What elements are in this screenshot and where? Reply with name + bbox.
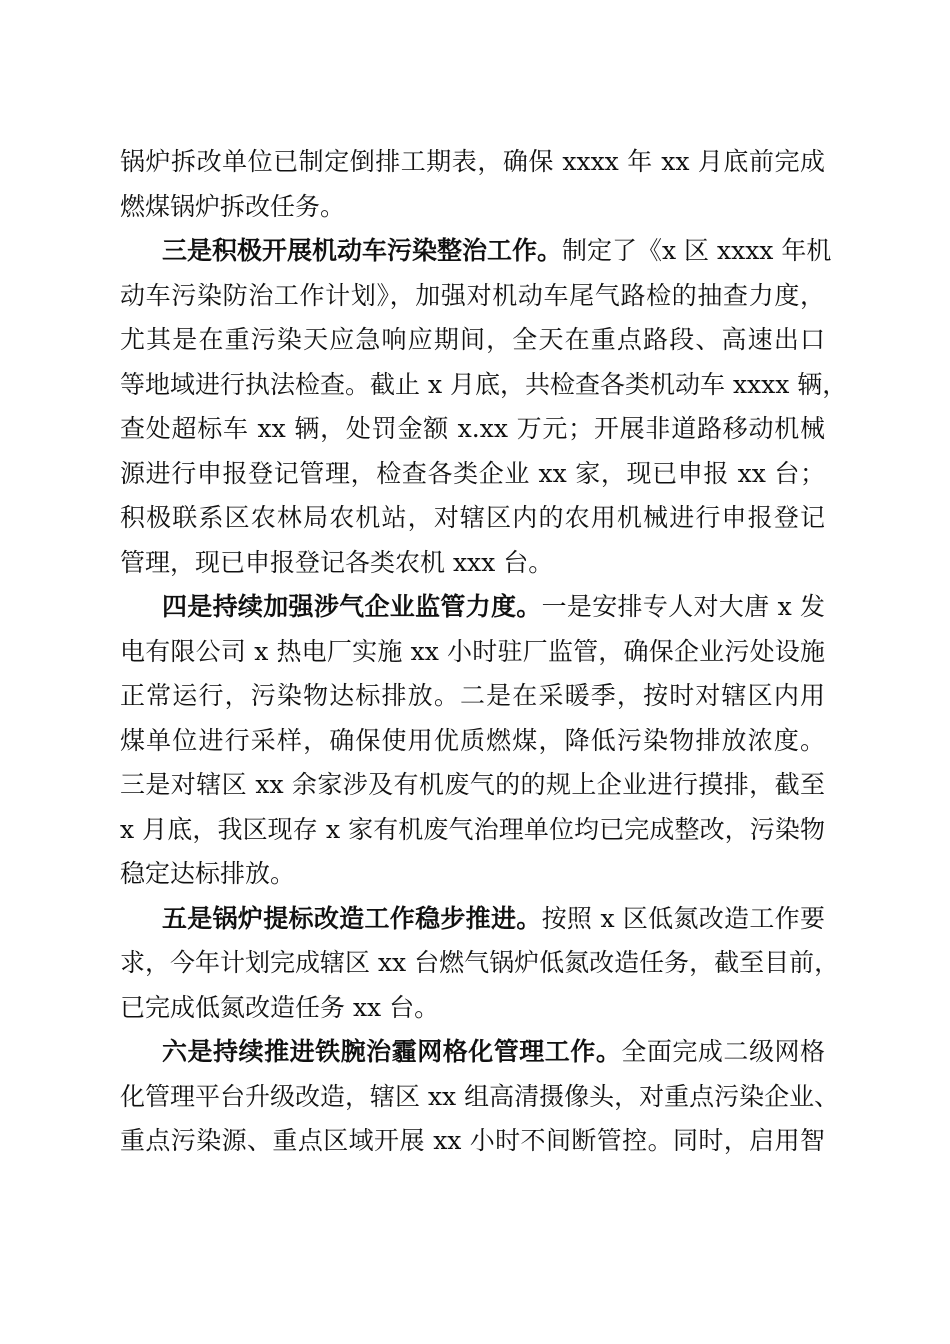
line-text: 煤单位进行采样，确保使用优质燃煤，降低污染物排放浓度。: [120, 725, 825, 755]
line-text: 电有限公司 x 热电厂实施 xx 小时驻厂监管，确保企业污处设施: [120, 636, 825, 666]
line-text: 全面完成二级网格: [621, 1037, 825, 1066]
text-line: [120, 770, 825, 800]
line-text: 积极联系区农林局农机站，对辖区内的农用机械进行申报登记: [120, 503, 825, 532]
text-line: [120, 281, 825, 311]
line-text: 燃煤锅炉拆改任务。: [120, 191, 346, 221]
line-text: 正常运行，污染物达标排放。二是在采暖季，按时对辖区内用: [120, 681, 825, 710]
text-line: [120, 548, 825, 578]
line-text: 动车污染防治工作计划》，加强对机动车尾气路检的抽查力度，: [120, 280, 825, 310]
text-line: [162, 592, 825, 622]
line-text: 化管理平台升级改造，辖区 xx 组高清摄像头，对重点污染企业、: [120, 1081, 840, 1111]
text-line: [120, 1126, 825, 1156]
line-text: 管理，现已申报登记各类农机 xxx 台。: [120, 547, 554, 577]
paragraph-heading: 四是持续加强涉气企业监管力度。: [162, 592, 542, 621]
paragraph-heading: 六是持续推进铁腕治霾网格化管理工作。: [162, 1037, 622, 1066]
text-line: [120, 369, 848, 400]
text-line: [120, 726, 825, 756]
text-line: [120, 993, 825, 1023]
line-text: 按照 x 区低氮改造工作要: [541, 903, 825, 933]
text-line: [162, 236, 832, 266]
line-text: 重点污染源、重点区域开展 xx 小时不间断管控。同时，启用智: [120, 1126, 825, 1155]
text-line: [162, 1037, 825, 1067]
line-text: 三是对辖区 xx 余家涉及有机废气的的规上企业进行摸排，截至: [120, 770, 825, 799]
paragraph-heading: 五是锅炉提标改造工作稳步推进。: [162, 903, 542, 933]
paragraph-heading: 三是积极开展机动车污染整治工作。: [162, 236, 563, 265]
line-text: 尤其是在重污染天应急响应期间，全天在重点路段、高速出口: [120, 325, 825, 354]
text-line: [162, 904, 825, 934]
line-text: 等地域进行执法检查。截止 x 月底，共检查各类机动车 xxxx 辆，: [120, 369, 848, 399]
line-text: x 月底，我区现存 x 家有机废气治理单位均已完成整改，污染物: [120, 814, 825, 844]
line-text: 一是安排专人对大唐 x 发: [541, 592, 825, 621]
line-text: 稳定达标排放。: [120, 859, 296, 888]
text-line: [120, 859, 825, 889]
text-line: [120, 325, 825, 355]
line-text: 制定了《x 区 xxxx 年机: [562, 236, 832, 265]
text-line: [120, 503, 825, 533]
text-line: [120, 637, 825, 667]
text-line: [120, 948, 840, 978]
text-line: [120, 147, 825, 177]
line-text: 源进行申报登记管理，检查各类企业 xx 家，现已申报 xx 台；: [120, 458, 825, 488]
text-line: [120, 815, 825, 845]
text-line: [120, 192, 825, 222]
text-line: [120, 1081, 840, 1112]
line-text: 查处超标车 xx 辆，处罚金额 x.xx 万元；开展非道路移动机械: [120, 414, 825, 443]
text-line: [120, 681, 825, 711]
line-text: 锅炉拆改单位已制定倒排工期表，确保 xxxx 年 xx 月底前完成: [120, 147, 825, 176]
line-text: 求，今年计划完成辖区 xx 台燃气锅炉低氮改造任务，截至目前，: [120, 948, 840, 977]
text-line: [120, 459, 825, 489]
line-text: 已完成低氮改造任务 xx 台。: [120, 992, 440, 1022]
text-line: [120, 414, 825, 444]
